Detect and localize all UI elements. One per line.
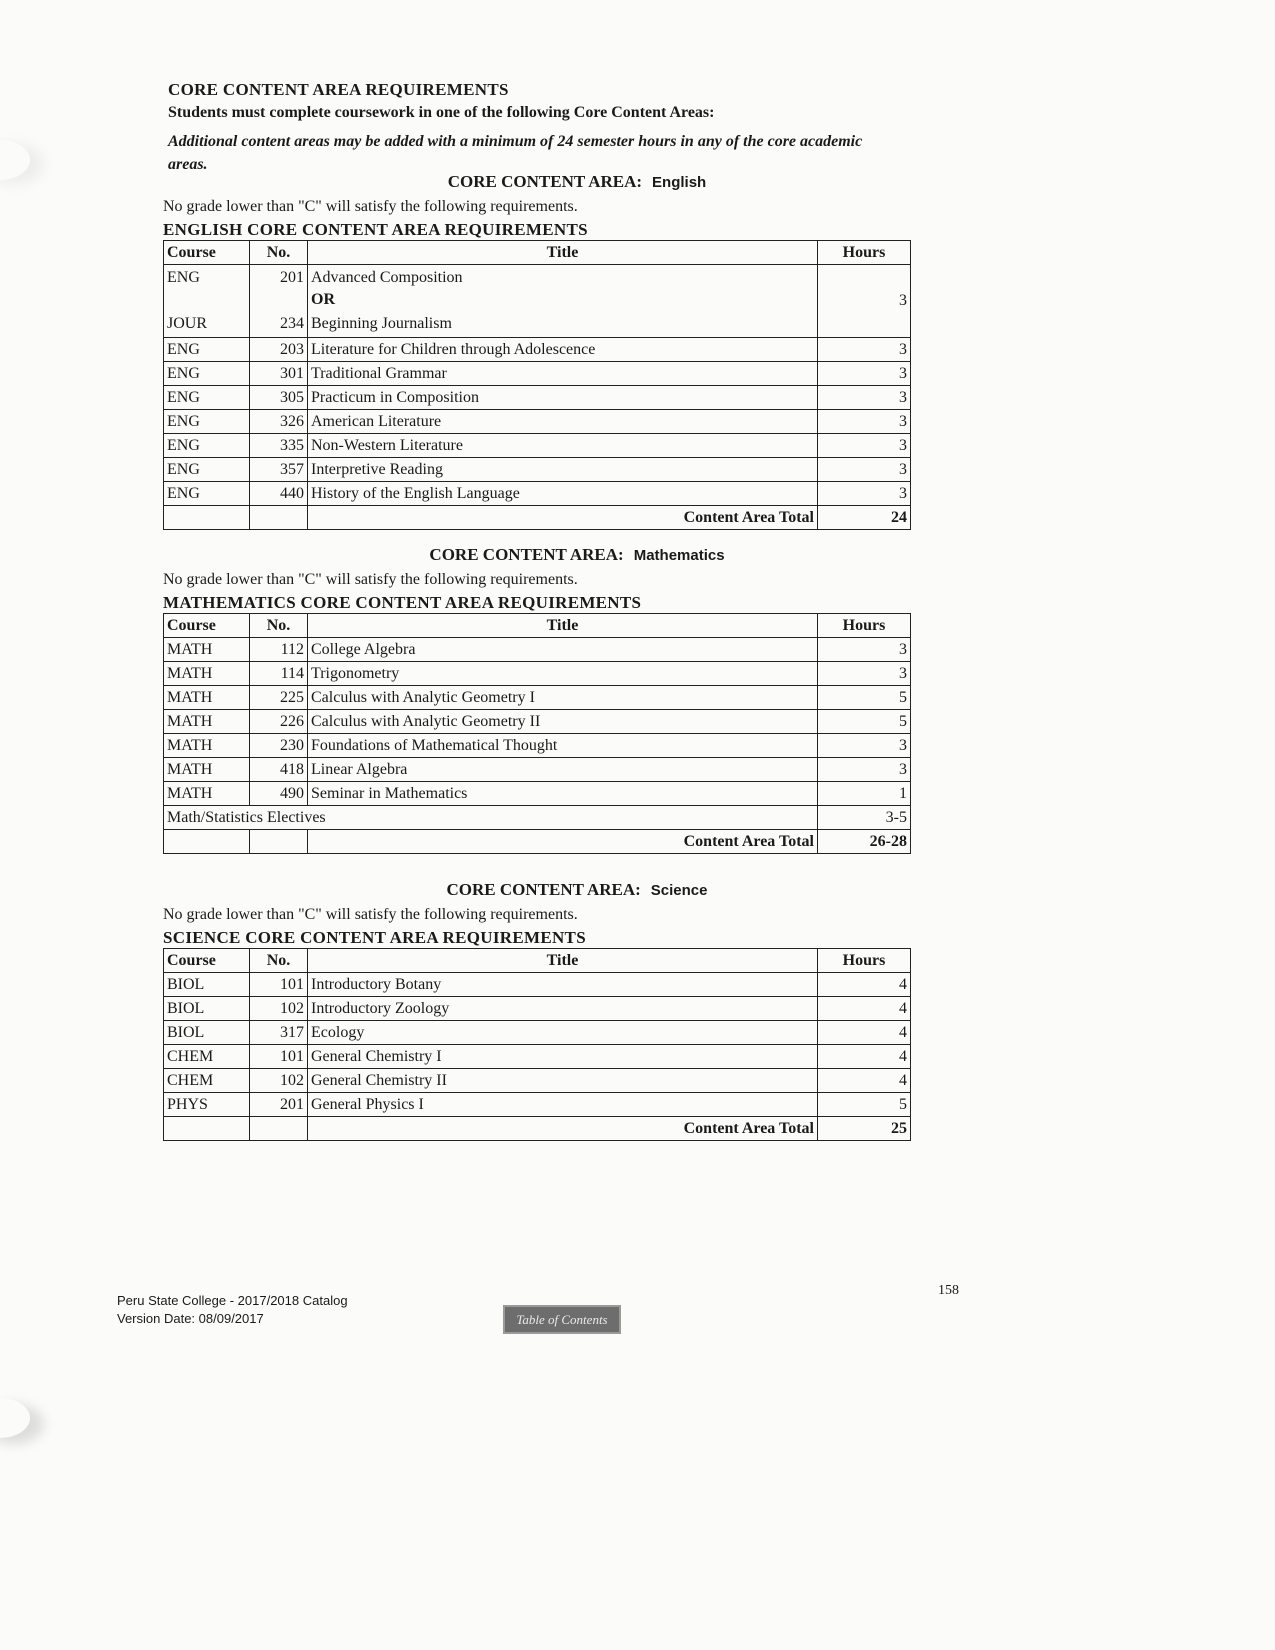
table-row <box>164 458 911 482</box>
area-label: CORE CONTENT AREA: <box>447 172 643 191</box>
table-header-row <box>164 614 911 638</box>
course-hours: 5 <box>818 1093 911 1117</box>
course-hours: 3 <box>818 434 911 458</box>
grade-requirement: No grade lower than "C" will satisfy the following requirements. <box>163 198 578 215</box>
or-label: OR <box>311 291 335 308</box>
punch-hole-shadow <box>0 140 30 180</box>
area-heading <box>243 545 911 565</box>
grade-requirement: No grade lower than "C" will satisfy the following requirements. <box>163 906 578 923</box>
course-hours: 4 <box>818 1069 911 1093</box>
course-code: ENG <box>167 269 200 286</box>
column-header-title: Title <box>308 614 818 638</box>
course-number: 225 <box>250 686 308 710</box>
course-code: BIOL <box>164 1021 250 1045</box>
course-title: Traditional Grammar <box>308 362 818 386</box>
page-note: Additional content areas may be added with a minimum of 24 semester hours in any of the core academic areas. <box>168 133 863 173</box>
table-row <box>164 758 911 782</box>
column-header-hours: Hours <box>818 241 911 265</box>
course-number: 112 <box>250 638 308 662</box>
table-row <box>164 482 911 506</box>
column-header-course: Course <box>164 241 250 265</box>
course-hours: 3 <box>818 458 911 482</box>
course-hours: 4 <box>818 997 911 1021</box>
table-row <box>164 386 911 410</box>
course-title: Linear Algebra <box>308 758 818 782</box>
mathematics-requirements-table <box>163 613 911 854</box>
grade-requirement: No grade lower than "C" will satisfy the following requirements. <box>163 571 578 588</box>
course-number: 335 <box>250 434 308 458</box>
total-label: Content Area Total <box>308 830 818 854</box>
total-row <box>164 1117 911 1141</box>
course-number: 317 <box>250 1021 308 1045</box>
course-title: Introductory Botany <box>308 973 818 997</box>
course-title: Calculus with Analytic Geometry I <box>308 686 818 710</box>
course-hours: 3 <box>818 410 911 434</box>
column-header-no: No. <box>250 614 308 638</box>
course-code: ENG <box>164 386 250 410</box>
version-date: Version Date: 08/09/2017 <box>117 1311 264 1326</box>
table-row <box>164 410 911 434</box>
course-number: 102 <box>250 997 308 1021</box>
table-row <box>164 265 911 338</box>
course-title: Ecology <box>308 1021 818 1045</box>
course-hours: 1 <box>818 782 911 806</box>
elective-label: Math/Statistics Electives <box>164 806 818 830</box>
course-number: 234 <box>280 315 304 332</box>
course-title: Introductory Zoology <box>308 997 818 1021</box>
science-requirements-table <box>163 948 911 1141</box>
course-number: 101 <box>250 973 308 997</box>
course-code: MATH <box>164 758 250 782</box>
course-code: ENG <box>164 338 250 362</box>
course-code: MATH <box>164 662 250 686</box>
course-code: CHEM <box>164 1045 250 1069</box>
course-title: History of the English Language <box>308 482 818 506</box>
course-title: General Physics I <box>308 1093 818 1117</box>
course-number: 226 <box>250 710 308 734</box>
area-label: CORE CONTENT AREA: <box>429 545 624 564</box>
course-title: College Algebra <box>308 638 818 662</box>
hours-cell: 3 <box>818 265 911 338</box>
course-title: Seminar in Mathematics <box>308 782 818 806</box>
column-header-title: Title <box>308 241 818 265</box>
course-number: 326 <box>250 410 308 434</box>
course-number: 114 <box>250 662 308 686</box>
elective-hours: 3-5 <box>818 806 911 830</box>
area-name: English <box>652 174 707 191</box>
course-hours: 3 <box>818 734 911 758</box>
english-requirements-table <box>163 240 911 530</box>
course-title: Beginning Journalism <box>311 315 452 332</box>
course-number: 101 <box>250 1045 308 1069</box>
page-title: CORE CONTENT AREA REQUIREMENTS <box>168 80 509 99</box>
table-title: MATHEMATICS CORE CONTENT AREA REQUIREMENTS <box>163 593 642 612</box>
course-code: MATH <box>164 734 250 758</box>
table-row <box>164 973 911 997</box>
course-code: ENG <box>164 410 250 434</box>
course-number: 490 <box>250 782 308 806</box>
table-header-row <box>164 949 911 973</box>
column-header-no: No. <box>250 949 308 973</box>
course-title: Non-Western Literature <box>308 434 818 458</box>
table-header-row <box>164 241 911 265</box>
column-header-hours: Hours <box>818 949 911 973</box>
table-row <box>164 662 911 686</box>
course-code: JOUR <box>167 315 208 332</box>
column-header-no: No. <box>250 241 308 265</box>
total-row <box>164 506 911 530</box>
column-header-hours: Hours <box>818 614 911 638</box>
course-code: MATH <box>164 782 250 806</box>
column-header-title: Title <box>308 949 818 973</box>
course-code: BIOL <box>164 973 250 997</box>
course-title: Trigonometry <box>308 662 818 686</box>
total-hours: 25 <box>818 1117 911 1141</box>
course-hours: 3 <box>818 638 911 662</box>
column-header-course: Course <box>164 614 250 638</box>
course-code: ENG <box>164 434 250 458</box>
table-title: ENGLISH CORE CONTENT AREA REQUIREMENTS <box>163 220 588 239</box>
area-name: Mathematics <box>633 547 725 564</box>
table-row <box>164 1093 911 1117</box>
course-number: 201 <box>280 269 304 286</box>
table-row <box>164 638 911 662</box>
course-title: General Chemistry I <box>308 1045 818 1069</box>
course-title: Interpretive Reading <box>308 458 818 482</box>
table-row <box>164 1069 911 1093</box>
course-hours: 3 <box>818 386 911 410</box>
total-label: Content Area Total <box>308 506 818 530</box>
course-hours: 3 <box>818 758 911 782</box>
course-number: 357 <box>250 458 308 482</box>
course-hours: 3 <box>818 482 911 506</box>
table-row <box>164 782 911 806</box>
table-row <box>164 362 911 386</box>
course-title: Practicum in Composition <box>308 386 818 410</box>
course-number: 301 <box>250 362 308 386</box>
course-title: Literature for Children through Adolescence <box>308 338 818 362</box>
catalog-name: Peru State College - 2017/2018 Catalog <box>117 1293 348 1308</box>
course-hours: 3 <box>818 662 911 686</box>
table-row <box>164 338 911 362</box>
table-row <box>164 734 911 758</box>
total-label: Content Area Total <box>308 1117 818 1141</box>
area-heading <box>243 880 911 900</box>
area-name: Science <box>650 882 708 899</box>
course-hours: 5 <box>818 686 911 710</box>
table-row <box>164 434 911 458</box>
course-number: 440 <box>250 482 308 506</box>
table-row <box>164 686 911 710</box>
course-number: 305 <box>250 386 308 410</box>
elective-row <box>164 806 911 830</box>
table-row <box>164 710 911 734</box>
table-row <box>164 997 911 1021</box>
course-title: Calculus with Analytic Geometry II <box>308 710 818 734</box>
science-section <box>163 880 911 1141</box>
course-title: Foundations of Mathematical Thought <box>308 734 818 758</box>
course-number: 230 <box>250 734 308 758</box>
course-code: BIOL <box>164 997 250 1021</box>
course-hours: 3 <box>818 338 911 362</box>
course-hours: 4 <box>818 973 911 997</box>
total-hours: 24 <box>818 506 911 530</box>
total-hours: 26-28 <box>818 830 911 854</box>
course-code: MATH <box>164 638 250 662</box>
table-of-contents-button[interactable]: Table of Contents <box>503 1305 621 1334</box>
course-code: MATH <box>164 686 250 710</box>
english-section <box>163 172 911 530</box>
course-title: Advanced Composition <box>311 269 463 286</box>
column-header-course: Course <box>164 949 250 973</box>
course-hours: 4 <box>818 1021 911 1045</box>
page-subtitle: Students must complete coursework in one of the following Core Content Areas: <box>168 104 715 121</box>
number-cell <box>250 265 308 338</box>
area-heading <box>243 172 911 192</box>
course-code: PHYS <box>164 1093 250 1117</box>
course-number: 102 <box>250 1069 308 1093</box>
course-number: 201 <box>250 1093 308 1117</box>
course-code: CHEM <box>164 1069 250 1093</box>
page-footer <box>117 1292 348 1328</box>
course-cell <box>164 265 250 338</box>
title-cell <box>308 265 818 338</box>
course-code: ENG <box>164 458 250 482</box>
mathematics-section <box>163 545 911 854</box>
area-label: CORE CONTENT AREA: <box>446 880 641 899</box>
course-hours: 3 <box>818 362 911 386</box>
course-code: MATH <box>164 710 250 734</box>
course-code: ENG <box>164 362 250 386</box>
total-row <box>164 830 911 854</box>
course-title: General Chemistry II <box>308 1069 818 1093</box>
table-title: SCIENCE CORE CONTENT AREA REQUIREMENTS <box>163 928 586 947</box>
page-number: 158 <box>938 1283 959 1298</box>
course-hours: 4 <box>818 1045 911 1069</box>
table-row <box>164 1021 911 1045</box>
course-title: American Literature <box>308 410 818 434</box>
course-hours: 5 <box>818 710 911 734</box>
course-code: ENG <box>164 482 250 506</box>
table-row <box>164 1045 911 1069</box>
course-number: 203 <box>250 338 308 362</box>
course-number: 418 <box>250 758 308 782</box>
punch-hole-shadow <box>0 1398 30 1438</box>
